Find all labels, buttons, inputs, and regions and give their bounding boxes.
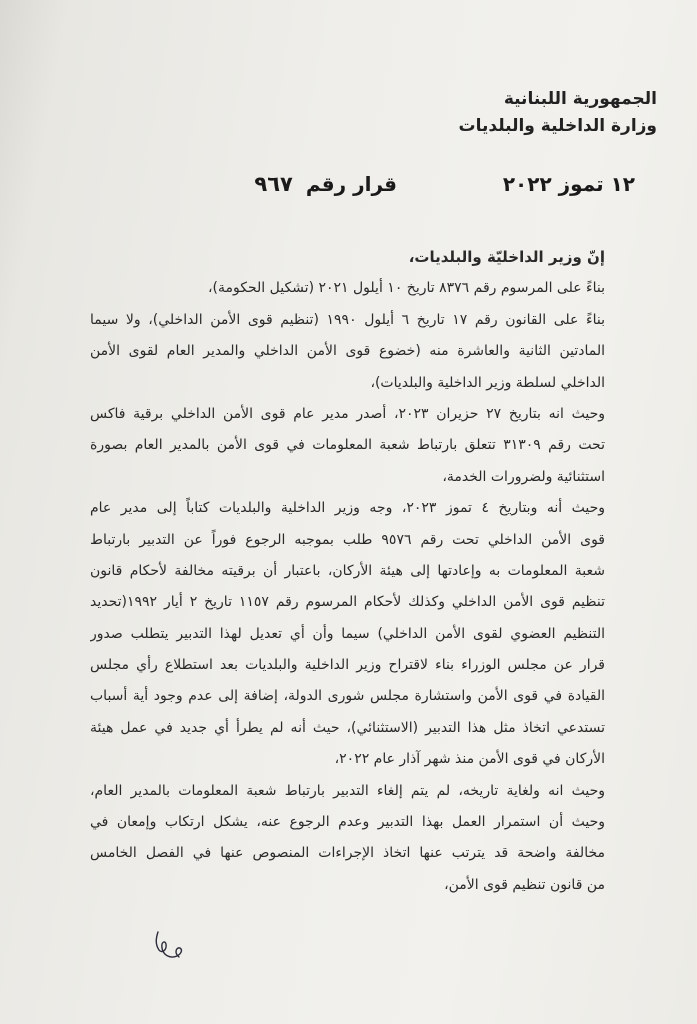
body-line: مخالفة واضحة قد يترتب عنها اتخاذ الإجراءات المنصوص عنها في الفصل الخامس xyxy=(90,845,605,862)
body-line: الأركان في قوى الأمن منذ شهر آذار عام ٢٠٢٢، xyxy=(334,751,605,768)
body-line: المادتين الثانية والعاشرة منه (خضوع قوى الأمن الداخلي والمدير العام لقوى الأمن xyxy=(90,343,605,360)
republic-name: الجمهورية اللبنانية xyxy=(503,89,657,109)
body-line: قرار عن مجلس الوزراء بناء لاقتراح وزير الداخلية والبلديات بعد استطلاع رأي مجلس xyxy=(90,657,605,674)
body-line: تستدعي اتخاذ مثل هذا التدبير (الاستثنائي)، حيث أنه لم يطرأ أي جديد في عمل هيئة xyxy=(90,719,605,736)
letterhead xyxy=(459,86,657,140)
handwritten-initials xyxy=(150,928,190,964)
body-line: بناءً على المرسوم رقم ٨٣٧٦ تاريخ ١٠ أيلول ٢٠٢١ (تشكيل الحكومة)، xyxy=(208,280,605,297)
body-line: قوى الأمن الداخلي تحت رقم ٩٥٧٦ طلب بموجبه الرجوع فوراً عن التدبير بارتباط xyxy=(90,531,605,548)
body-line: تحت رقم ٣١٣٠٩ تتعلق بارتباط شعبة المعلومات في قوى الأمن بالمدير العام بصورة xyxy=(90,437,605,454)
opening-line: إنّ وزير الداخليّة والبلديات، xyxy=(408,248,605,266)
body-line: التنظيم العضوي لقوى الأمن الداخلي) سيما وأن أي تعديل لهذا التدبير يتطلب صدور xyxy=(90,625,605,642)
body-line: من قانون تنظيم قوى الأمن، xyxy=(444,876,605,893)
body-line: بناءً على القانون رقم ١٧ تاريخ ٦ أيلول ١٩٩٠ (تنظيم قوى الأمن الداخلي)، ولا سيما xyxy=(90,311,605,328)
ministry-name: وزارة الداخلية والبلديات xyxy=(458,116,657,136)
decision-label: قرار رقم xyxy=(305,172,397,196)
decision-date: ١٢ تموز ٢٠٢٢ xyxy=(502,172,635,196)
body-line: تنظيم قوى الأمن الداخلي وكذلك لأحكام المرسوم رقم ١١٥٧ تاريخ ٢ أيار ١٩٩٢(تحديد xyxy=(90,594,605,611)
body-line: وحيث أنه وبتاريخ ٤ تموز ٢٠٢٣، وجه وزير الداخلية والبلديات كتاباً إلى مدير عام xyxy=(90,500,605,517)
body-line: وحيث أن استمرار العمل بهذا التدبير وعدم الرجوع عنه، يشكل ارتكاب وإمعان في xyxy=(90,814,605,831)
decision-number xyxy=(254,172,397,196)
body-line: وحيث انه ولغاية تاريخه، لم يتم إلغاء التدبير بارتباط شعبة المعلومات بالمدير العام، xyxy=(90,782,605,799)
body-line: القيادة في قوى الأمن واستشارة مجلس شورى الدولة، إضافة إلى عدم وجود أية أسباب xyxy=(90,688,605,705)
decision-body xyxy=(90,242,605,901)
body-line: وحيث انه بتاريخ ٢٧ حزيران ٢٠٢٣، أصدر مدير عام قوى الأمن الداخلي برقية فاكس xyxy=(90,405,605,422)
body-line: الداخلي لسلطة وزير الداخلية والبلديات)، xyxy=(370,374,605,391)
body-line: شعبة المعلومات به وإعادتها إلى هيئة الأركان، باعتبار أن برقيته مخالفة لأحكام قانون xyxy=(90,562,605,579)
decision-number-value: ٩٦٧ xyxy=(254,172,293,196)
body-line: استثنائية ولضرورات الخدمة، xyxy=(442,468,605,485)
